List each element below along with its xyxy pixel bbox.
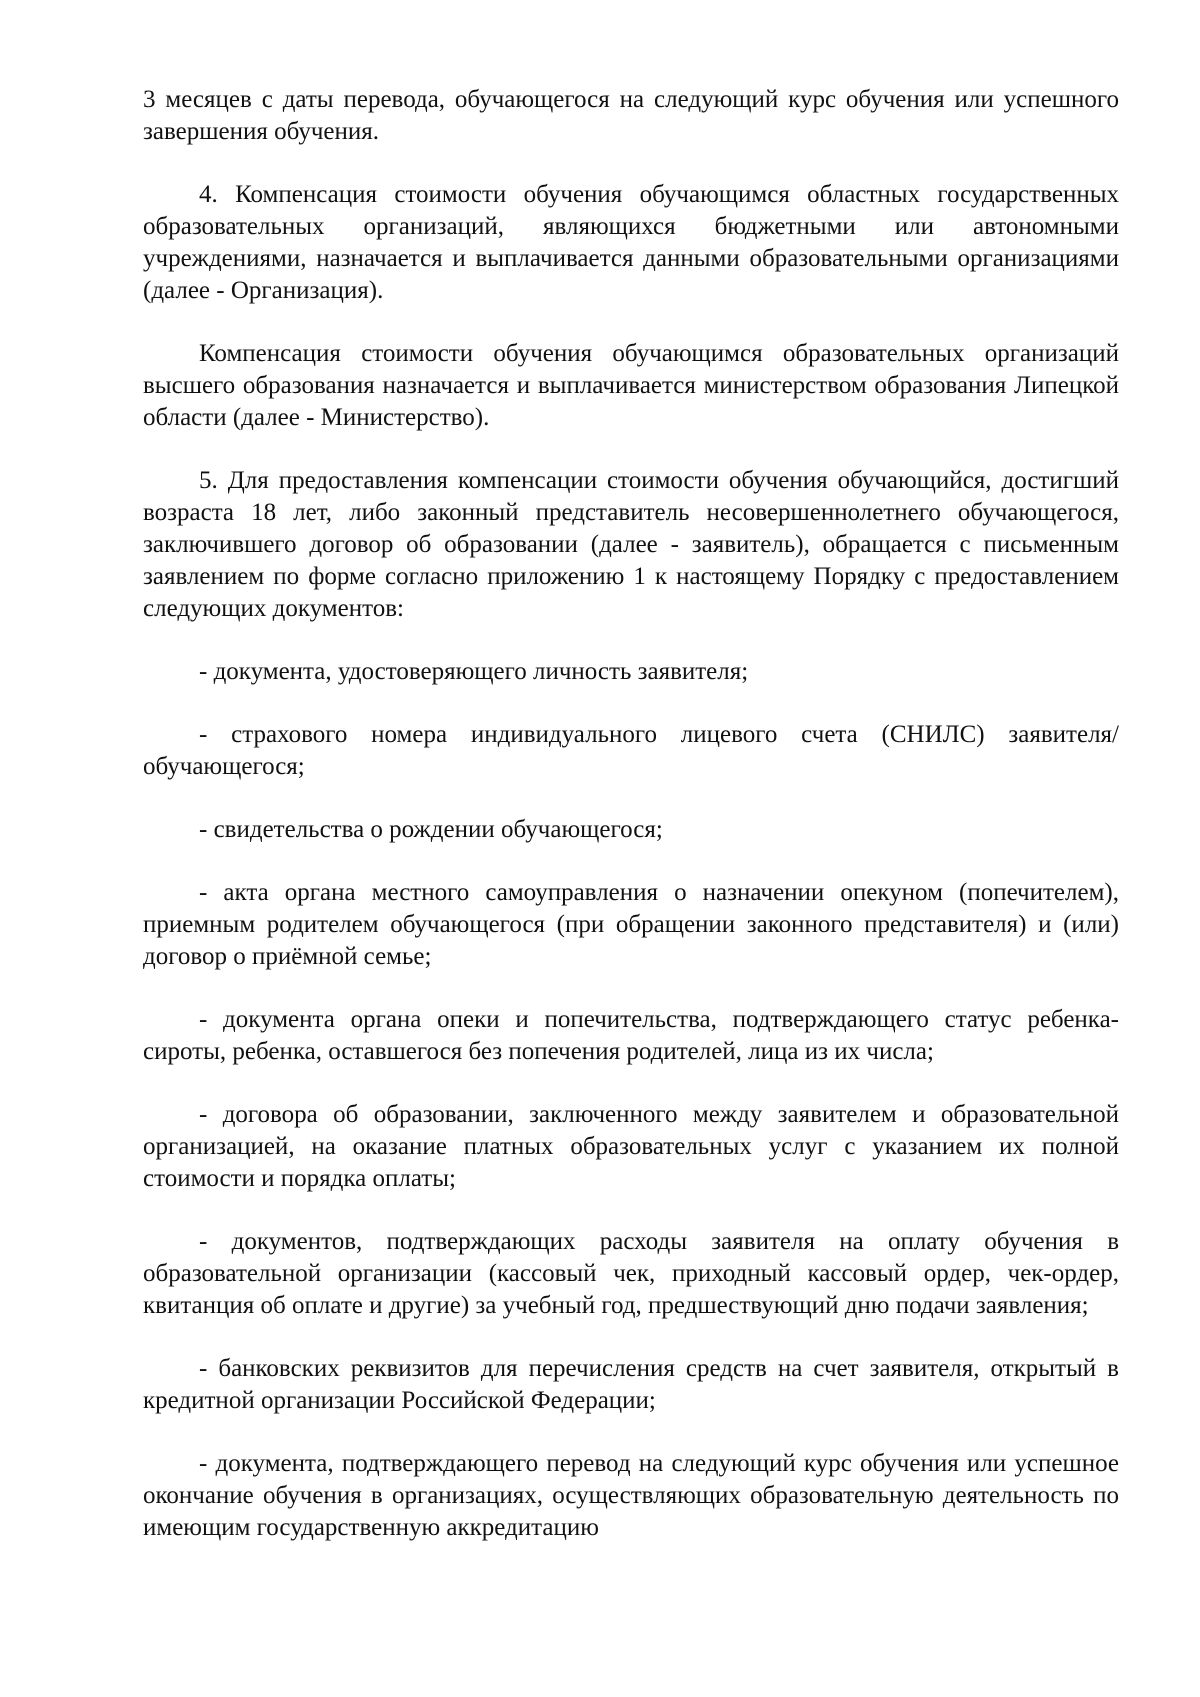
list-item-orphan-status: - документа органа опеки и попечительства, подтверждающего статус ребенка-сироты, ребенка, оставшегося без попечения родителей, лица из их числа;: [143, 1006, 1119, 1065]
list-item-snils: - страхового номера индивидуального лицевого счета (СНИЛС) заявителя/обучающегося;: [143, 721, 1119, 780]
list-item-identity-document: - документа, удостоверяющего личность заявителя;: [199, 658, 749, 685]
paragraph-ministry-compensation: Компенсация стоимости обучения обучающимся образовательных организаций высшего образования назначается и выплачивается министерством образования Липецкой области (далее - Министерство).: [143, 340, 1119, 431]
paragraph-item-5: 5. Для предоставления компенсации стоимости обучения обучающийся, достигший возраста 18 лет, либо законный представитель несовершеннолетнего обучающегося, заключившего договор об образовании (далее - заявитель), обращается с письменным заявлением по форме согласно приложению 1 к настоящему Порядку с предоставлением следующих документов:: [143, 467, 1119, 622]
list-item-payment-documents: - документов, подтверждающих расходы заявителя на оплату обучения в образовательной организации (кассовый чек, приходный кассовый ордер, чек-ордер, квитанция об оплате и другие) за учебный год, предшествующий дню подачи заявления;: [143, 1228, 1119, 1319]
list-item-guardianship-act: - акта органа местного самоуправления о назначении опекуном (попечителем), приемным родителем обучающегося (при обращении законного представителя) и (или) договор о приёмной семье;: [143, 879, 1119, 970]
list-item-education-contract: - договора об образовании, заключенного между заявителем и образовательной организацией, на оказание платных образовательных услуг с указанием их полной стоимости и порядка оплаты;: [143, 1101, 1119, 1192]
list-item-bank-details: - банковских реквизитов для перечисления средств на счет заявителя, открытый в кредитной организации Российской Федерации;: [143, 1355, 1119, 1414]
list-item-course-transfer: - документа, подтверждающего перевод на следующий курс обучения или успешное окончание обучения в организациях, осуществляющих образовательную деятельность по имеющим государственную аккредитацию: [143, 1450, 1119, 1541]
list-item-birth-certificate: - свидетельства о рождении обучающегося;: [199, 816, 663, 843]
paragraph-continuation: 3 месяцев с даты перевода, обучающегося на следующий курс обучения или успешного завершения обучения.: [143, 86, 1119, 145]
paragraph-item-4: 4. Компенсация стоимости обучения обучающимся областных государственных образовательных организаций, являющихся бюджетными или автономными учреждениями, назначается и выплачивается данными образовательными организациями (далее - Организация).: [143, 181, 1119, 304]
document-body: [143, 84, 1119, 1544]
